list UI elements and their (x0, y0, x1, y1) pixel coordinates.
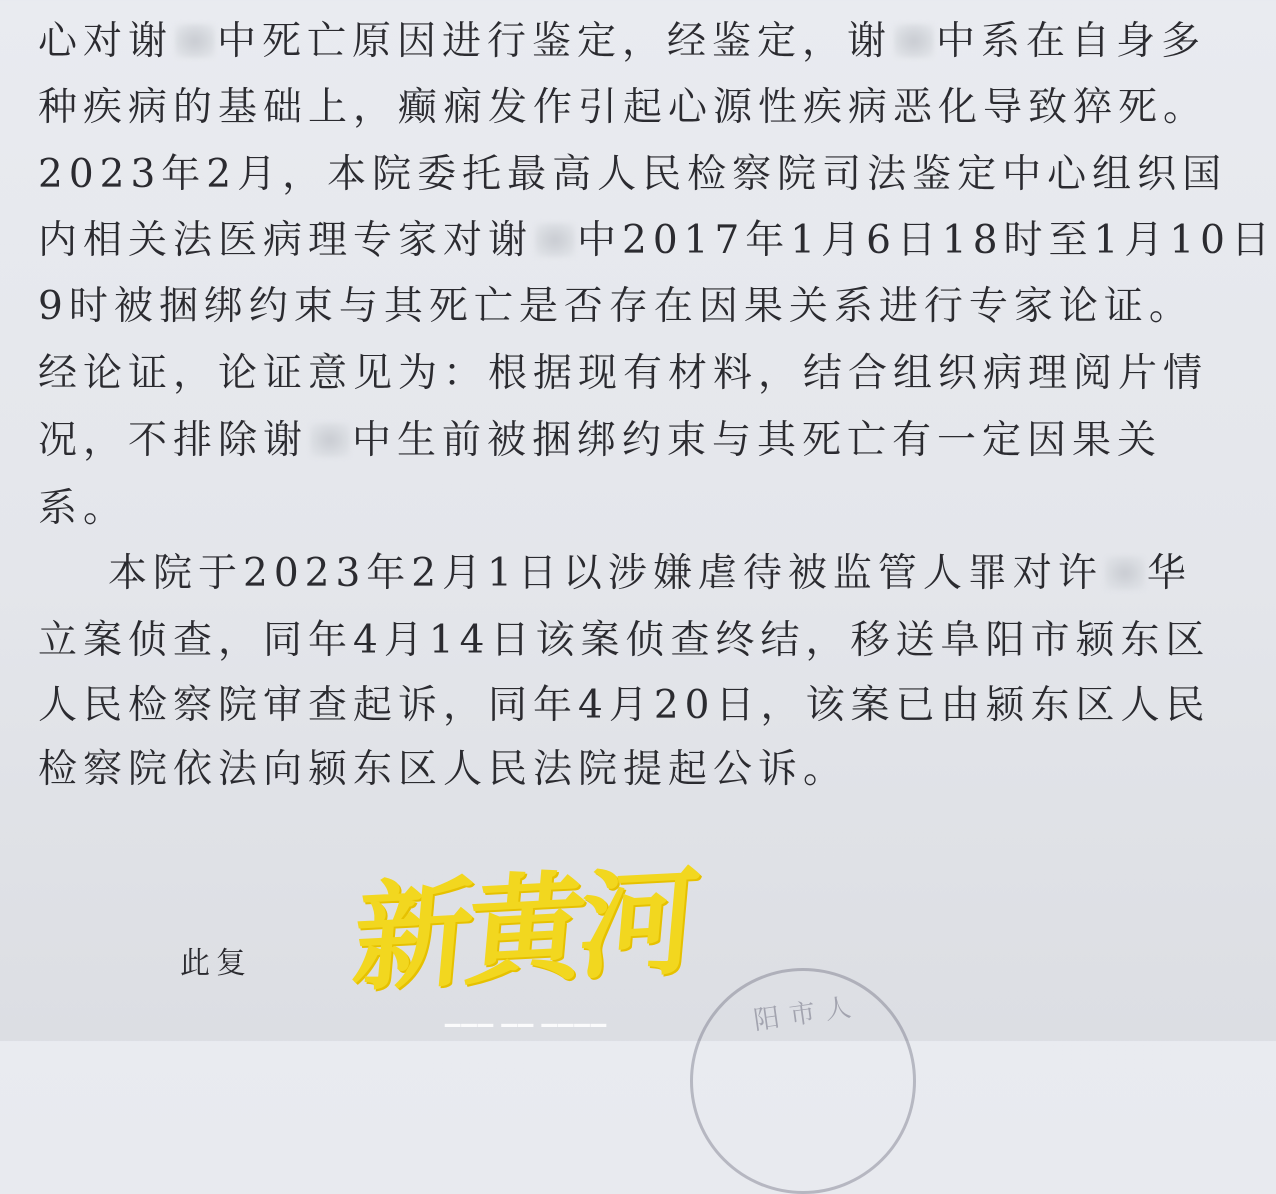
text-segment: 中系在自身多 (936, 19, 1207, 64)
text-line (38, 748, 848, 792)
text-segment: 检察院依法向颍东区人民法院提起公诉。 (38, 747, 849, 792)
official-seal-stamp (690, 968, 916, 1194)
text-segment: 中2017年1月6日18时至1月10日 (577, 218, 1276, 263)
text-line (38, 352, 1208, 396)
text-line (38, 684, 1210, 728)
text-segment: 内相关法医病理专家对谢 (38, 218, 534, 263)
text-line (108, 552, 1192, 596)
text-segment: 中生前被捆绑约束与其死亡有一定因果关 (352, 418, 1163, 463)
text-line (38, 419, 1162, 463)
text-line (38, 153, 1227, 197)
stamp-text: 阳市人 (751, 991, 863, 1037)
text-segment: 本院于2023年2月1日以涉嫌虐待被监管人罪对许 (108, 551, 1103, 596)
text-segment: 中死亡原因进行鉴定，经鉴定，谢 (217, 19, 893, 64)
text-segment: 2023年2月，本院委托最高人民检察院司法鉴定中心组织国 (38, 152, 1228, 197)
text-segment: 况，不排除谢 (38, 418, 309, 463)
text-segment: 种疾病的基础上，癫痫发作引起心源性疾病恶化导致猝死。 (38, 85, 1209, 130)
text-line (38, 487, 128, 531)
text-line (38, 219, 1276, 263)
redacted-name (310, 423, 350, 457)
text-line (38, 20, 1206, 64)
text-line (38, 619, 1210, 663)
watermark-underline: ▁▁▁ ▁▁ ▁▁▁▁ (445, 1003, 608, 1027)
text-segment: 华 (1146, 551, 1192, 596)
text-segment: 人民检察院审查起诉，同年4月20日，该案已由颍东区人民 (38, 683, 1211, 728)
text-segment: 心对谢 (38, 19, 174, 64)
text-segment: 立案侦查，同年4月14日该案侦查终结，移送阜阳市颍东区 (38, 618, 1211, 663)
redacted-name (175, 24, 215, 58)
redacted-name (894, 24, 934, 58)
text-segment: 经论证，论证意见为：根据现有材料，结合组织病理阅片情 (38, 351, 1209, 396)
text-segment: 系。 (38, 486, 129, 531)
watermark-text: 新黄河 (347, 852, 699, 1008)
text-line (38, 86, 1208, 130)
text-line (38, 285, 1194, 329)
watermark-logo (347, 852, 699, 1027)
text-segment: 9时被捆绑约束与其死亡是否存在因果关系进行专家论证。 (38, 284, 1194, 329)
redacted-name (535, 223, 575, 257)
redacted-name (1105, 556, 1145, 590)
closing-text: 此复 (180, 946, 252, 981)
